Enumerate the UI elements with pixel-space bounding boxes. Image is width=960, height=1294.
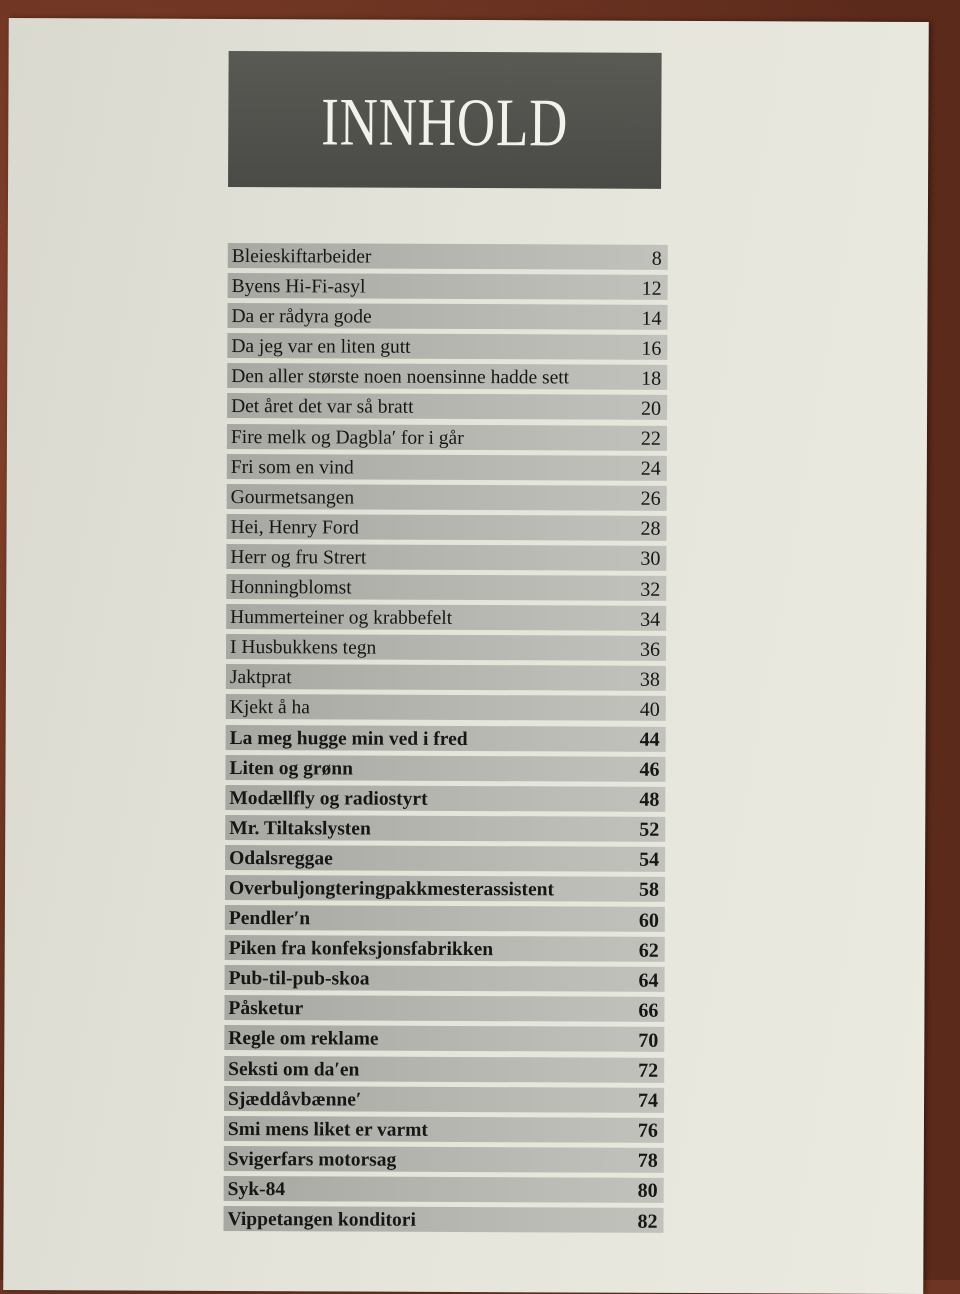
toc-entry-page: 48 <box>639 788 660 812</box>
toc-entry-title: Syk-84 <box>227 1178 286 1201</box>
toc-entry-page: 28 <box>640 518 661 541</box>
toc-entry-title: Fri som en vind <box>230 456 354 479</box>
toc-entry-page: 82 <box>637 1210 658 1233</box>
toc-entry-title: Regle om reklame <box>228 1028 379 1051</box>
toc-entry-page: 16 <box>641 337 662 360</box>
toc-entry-title: Den aller største noen noensinne hadde sett <box>231 366 570 389</box>
toc-entry-title: Da jeg var en liten gutt <box>231 336 411 359</box>
toc-entry <box>225 815 665 842</box>
toc-entry-title: Bleieskiftarbeider <box>231 245 372 268</box>
toc-entry-page: 38 <box>639 668 660 691</box>
toc-entry-page: 54 <box>639 849 660 872</box>
toc-entry-title: Gourmetsangen <box>230 486 355 509</box>
toc-entry <box>224 1086 664 1113</box>
toc-entry-title: Piken fra konfeksjonsfabrikken <box>228 938 494 961</box>
toc-entry <box>226 574 666 601</box>
toc-entry-title: Da er rådyra gode <box>231 306 372 328</box>
toc-entry-page: 30 <box>640 548 661 571</box>
toc-entry <box>226 544 666 571</box>
toc-entry <box>223 1206 663 1233</box>
toc-entry-title: Liten og grønn <box>229 757 354 780</box>
toc-entry-title: Jaktprat <box>229 667 292 689</box>
toc-entry-title: I Husbukkens tegn <box>229 637 377 659</box>
toc-entry-title: Honningblomst <box>230 577 352 599</box>
toc-entry-title: Byens Hi-Fi-asyl <box>231 276 366 298</box>
toc-entry-page: 72 <box>638 1059 659 1082</box>
toc-entry-page: 12 <box>641 277 662 300</box>
toc-entry-page: 40 <box>639 698 660 721</box>
toc-entry-page: 64 <box>638 969 659 992</box>
toc-entry-page: 58 <box>638 879 660 902</box>
toc-entry <box>226 634 666 661</box>
title-banner <box>228 51 662 189</box>
table-of-contents <box>223 243 667 1238</box>
toc-entry <box>226 694 666 721</box>
toc-entry <box>227 454 667 481</box>
toc-entry <box>226 724 666 751</box>
toc-entry <box>226 664 666 691</box>
toc-entry-title: Modællfly og radiostyrt <box>229 787 428 810</box>
toc-entry-title: Påsketur <box>228 998 304 1020</box>
toc-entry <box>225 935 665 962</box>
toc-entry-page: 24 <box>640 457 661 481</box>
toc-entry-page: 46 <box>639 758 660 781</box>
toc-entry-title: La meg hugge min ved i fred <box>229 727 468 750</box>
toc-entry <box>224 1176 664 1203</box>
toc-entry-title: Pub-til-pub-skoa <box>228 968 370 990</box>
toc-entry <box>227 514 667 541</box>
toc-entry-title: Fire melk og Dagbla′ for i går <box>230 426 464 449</box>
toc-entry-title: Svigerfars motorsag <box>227 1148 397 1171</box>
toc-entry-title: Seksti om da′en <box>228 1058 360 1081</box>
toc-entry-page: 78 <box>637 1150 658 1173</box>
toc-entry-title: Mr. Tiltakslysten <box>229 817 371 840</box>
toc-entry <box>227 303 667 330</box>
toc-entry <box>224 995 664 1022</box>
toc-entry-page: 74 <box>638 1089 659 1112</box>
toc-entry <box>224 1146 664 1173</box>
toc-entry <box>224 1025 664 1052</box>
toc-entry-page: 76 <box>637 1119 658 1143</box>
toc-entry <box>228 273 668 300</box>
toc-entry-page: 62 <box>638 939 659 962</box>
toc-entry-page: 36 <box>639 638 661 661</box>
toc-entry-page: 34 <box>640 608 661 631</box>
toc-entry <box>225 905 665 932</box>
toc-entry-title: Odalsreggae <box>229 847 333 870</box>
toc-entry <box>225 845 665 872</box>
toc-entry <box>224 1116 664 1143</box>
toc-entry-page: 70 <box>638 1029 659 1052</box>
toc-entry-page: 14 <box>641 307 662 330</box>
toc-entry <box>226 604 666 631</box>
toc-entry-page: 20 <box>641 397 662 420</box>
toc-entry-title: Herr og fru Strert <box>230 546 367 569</box>
toc-entry-title: Vippetangen konditori <box>227 1208 416 1231</box>
toc-entry <box>227 484 667 511</box>
toc-entry-title: Hummerteiner og krabbefelt <box>230 607 453 630</box>
toc-entry-page: 8 <box>651 247 662 270</box>
toc-entry-title: Hei, Henry Ford <box>230 516 359 539</box>
toc-entry <box>228 243 668 270</box>
toc-entry <box>225 875 665 902</box>
toc-entry <box>227 393 667 420</box>
toc-entry-page: 44 <box>639 728 660 751</box>
toc-entry <box>225 785 665 812</box>
toc-entry-page: 60 <box>638 909 659 932</box>
toc-entry-page: 26 <box>640 488 661 511</box>
toc-entry-title: Kjekt å ha <box>229 697 310 719</box>
toc-entry <box>227 424 667 451</box>
toc-entry-page: 18 <box>641 367 662 390</box>
toc-entry-title: Smi mens liket er varmt <box>227 1118 429 1141</box>
page-title: INNHOLD <box>321 82 569 160</box>
toc-entry-title: Sjæddåvbænne′ <box>228 1088 362 1111</box>
toc-entry-page: 52 <box>639 819 660 842</box>
toc-entry-page: 80 <box>637 1180 658 1203</box>
toc-entry-page: 22 <box>640 427 661 450</box>
toc-entry <box>227 333 667 360</box>
toc-entry-title: Det året det var så bratt <box>231 396 414 419</box>
toc-entry-page: 32 <box>640 578 661 601</box>
toc-entry-title: Pendler′n <box>228 908 311 930</box>
toc-entry <box>225 965 665 992</box>
toc-entry <box>224 1055 664 1082</box>
toc-entry-title: Overbuljongteringpakkmesterassistent <box>228 877 555 901</box>
toc-entry <box>225 755 665 782</box>
toc-entry-page: 66 <box>638 999 659 1022</box>
toc-entry <box>227 363 667 390</box>
book-page <box>3 18 929 1294</box>
